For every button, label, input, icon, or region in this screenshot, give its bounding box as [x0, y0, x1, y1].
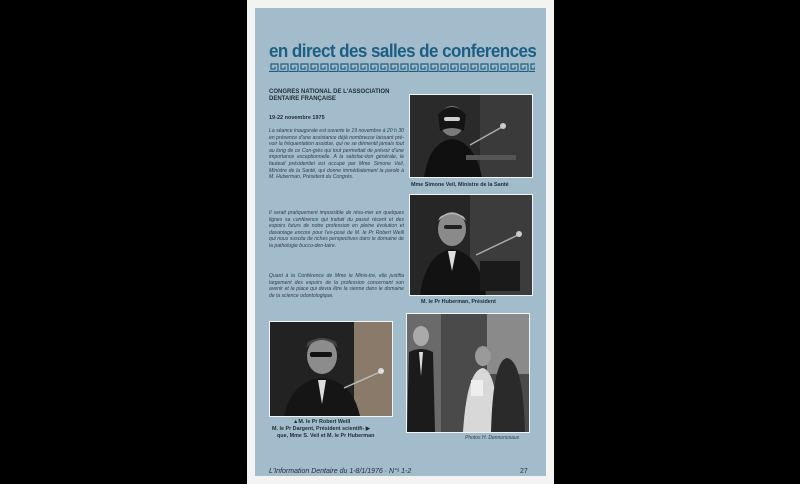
caption-dargent-line1 [272, 426, 370, 432]
photo-group [406, 313, 530, 433]
footer-publication: L'Information Dentaire du 1-8/1/1976 · N°ˢ 1-2 [269, 468, 412, 475]
photo-simone-veil [409, 94, 533, 178]
congress-title: CONGRES NATIONAL DE L'ASSOCIATION DENTAIRE FRANÇAISE [269, 89, 390, 102]
page-headline: en direct des salles de conferences [269, 40, 537, 61]
photo-credit: Photos H. Dennonceaux [465, 435, 520, 441]
article-paragraph: La séance inaugurale est ouverte le 19 novembre à 20 h 30 en présence d'une assistance déjà nombreuse laissant pré-voir la fréquentation assidue, qui ne se démentit jamais tout au long de ce Con-grès qui tout permettait de prévoir d'une importance exceptionnelle. A la satisfac-tion générale, le fauteuil présidentiel est occupé par Mme Simone Veil, Ministre de la Santé, qui donne immédiatement la parole à M. Huberman, Président du Congrès. [269, 128, 404, 181]
page-number: 27 [520, 468, 528, 475]
arrow-right-icon: ▶ [365, 426, 370, 432]
blue-panel [255, 8, 546, 476]
caption-huberman: M. le Pr Huberman, Président [421, 299, 496, 305]
greek-key-border [269, 63, 535, 72]
caption-weill [293, 419, 350, 425]
magazine-page [247, 0, 554, 484]
caption-dargent-text: M. le Pr Dargent, Président scientifi- [272, 426, 365, 432]
photo-huberman [409, 194, 533, 296]
caption-veil: Mme Simone Veil, Ministre de la Santé [411, 182, 509, 188]
photo-robert-weill [269, 321, 393, 417]
article-paragraph: Quant à la Conférence de Mme le Minis-tre, elle justifia largement des espoirs de la profession concernant son avenir et la place qui devra être la sienne dans le domaine de la science odontologique. [269, 273, 404, 299]
caption-dargent-line2: que, Mme S. Veil et M. le Pr Huberman [277, 433, 375, 439]
caption-weill-text: M. le Pr Robert Weill [298, 419, 351, 425]
congress-dates: 19-22 novembre 1975 [269, 115, 325, 121]
article-paragraph: Il serait pratiquement impossible de résu-mer en quelques lignes sa conférence qui traitait du passé récent et des espoirs futurs de notre profession en pleine évolution et davantage encore pour l'ex-posé de M. le Pr Robert Weill qui nous suscita de riches perspectives dans le domaine de la pathologie bucco-den-taire. [269, 210, 404, 249]
arrow-up-icon: ▲ [293, 419, 299, 425]
